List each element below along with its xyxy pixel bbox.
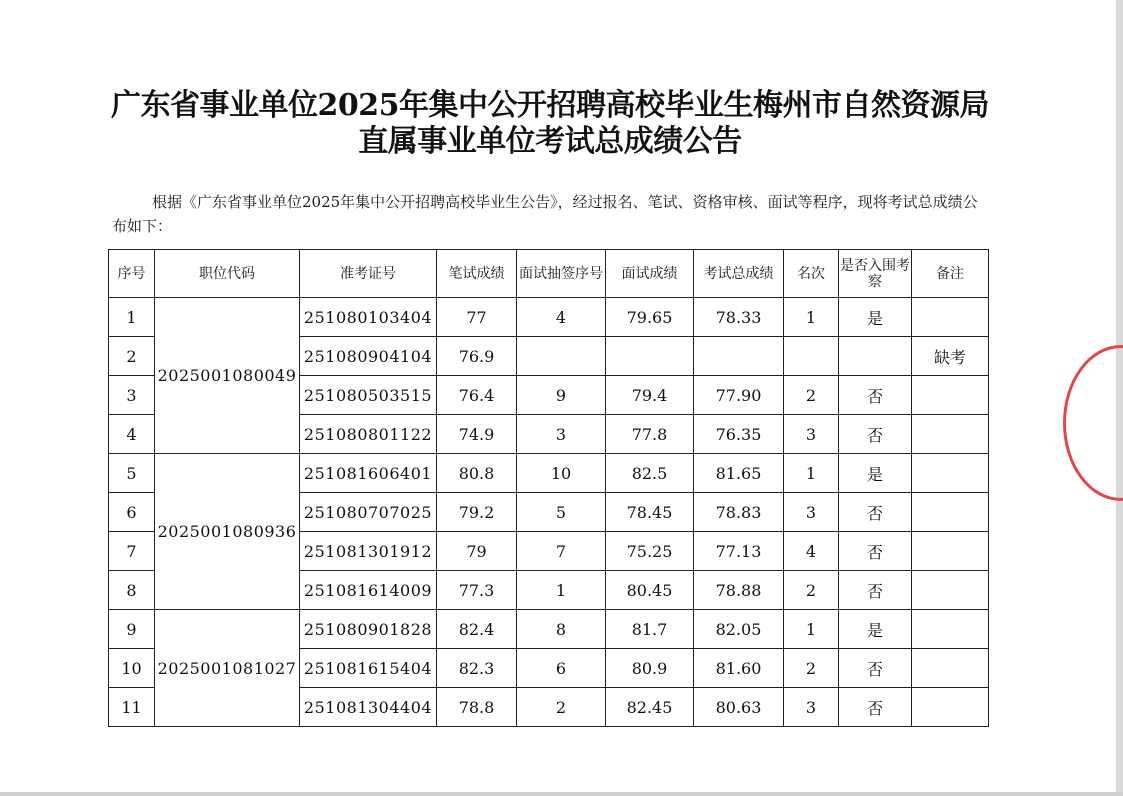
cell-draw: 6 xyxy=(517,649,606,688)
cell-draw: 10 xyxy=(517,454,606,493)
cell-no: 11 xyxy=(109,688,155,727)
cell-exam-id: 251081301912 xyxy=(300,532,437,571)
header-rank: 名次 xyxy=(784,250,839,298)
cell-exam-id: 251081615404 xyxy=(300,649,437,688)
cell-no: 10 xyxy=(109,649,155,688)
title-line-2: 直属事业单位考试总成绩公告 xyxy=(358,124,742,159)
cell-exam-id: 251080904104 xyxy=(300,337,437,376)
cell-written: 80.8 xyxy=(437,454,517,493)
cell-total: 78.88 xyxy=(694,571,784,610)
cell-written: 82.3 xyxy=(437,649,517,688)
table-row xyxy=(109,298,989,337)
cell-remark xyxy=(912,571,989,610)
cell-remark xyxy=(912,454,989,493)
score-table xyxy=(108,249,989,727)
table-header-row xyxy=(109,250,989,298)
cell-exam-id: 251081606401 xyxy=(300,454,437,493)
cell-written: 76.9 xyxy=(437,337,517,376)
cell-interview: 77.8 xyxy=(606,415,694,454)
cell-rank xyxy=(784,337,839,376)
cell-remark xyxy=(912,298,989,337)
header-no: 序号 xyxy=(109,250,155,298)
cell-written: 76.4 xyxy=(437,376,517,415)
cell-exam-id: 251081304404 xyxy=(300,688,437,727)
cell-position-code: 2025001080049 xyxy=(155,298,300,454)
cell-remark xyxy=(912,376,989,415)
cell-draw: 1 xyxy=(517,571,606,610)
cell-total: 77.90 xyxy=(694,376,784,415)
cell-remark xyxy=(912,532,989,571)
cell-shortlisted: 否 xyxy=(839,532,912,571)
cell-position-code: 2025001081027 xyxy=(155,610,300,727)
cell-written: 78.8 xyxy=(437,688,517,727)
cell-shortlisted xyxy=(839,337,912,376)
cell-total xyxy=(694,337,784,376)
cell-shortlisted: 否 xyxy=(839,571,912,610)
header-interview-score: 面试成绩 xyxy=(606,250,694,298)
cell-total: 76.35 xyxy=(694,415,784,454)
cell-remark xyxy=(912,493,989,532)
cell-no: 7 xyxy=(109,532,155,571)
cell-interview: 81.7 xyxy=(606,610,694,649)
header-total-score: 考试总成绩 xyxy=(694,250,784,298)
cell-interview: 82.5 xyxy=(606,454,694,493)
cell-shortlisted: 否 xyxy=(839,649,912,688)
cell-written: 79 xyxy=(437,532,517,571)
cell-interview: 80.45 xyxy=(606,571,694,610)
cell-rank: 3 xyxy=(784,493,839,532)
cell-no: 6 xyxy=(109,493,155,532)
cell-rank: 2 xyxy=(784,571,839,610)
cell-no: 1 xyxy=(109,298,155,337)
table-row xyxy=(109,454,989,493)
cell-rank: 1 xyxy=(784,298,839,337)
scan-edge-bottom xyxy=(0,792,1123,796)
cell-remark xyxy=(912,649,989,688)
cell-total: 78.33 xyxy=(694,298,784,337)
cell-draw xyxy=(517,337,606,376)
cell-rank: 4 xyxy=(784,532,839,571)
cell-exam-id: 251080707025 xyxy=(300,493,437,532)
cell-shortlisted: 否 xyxy=(839,415,912,454)
cell-no: 2 xyxy=(109,337,155,376)
cell-interview: 78.45 xyxy=(606,493,694,532)
table-row xyxy=(109,610,989,649)
cell-remark xyxy=(912,688,989,727)
header-written-score: 笔试成绩 xyxy=(437,250,517,298)
cell-rank: 1 xyxy=(784,454,839,493)
cell-shortlisted: 否 xyxy=(839,376,912,415)
header-position-code: 职位代码 xyxy=(155,250,300,298)
cell-no: 4 xyxy=(109,415,155,454)
cell-rank: 3 xyxy=(784,415,839,454)
intro-paragraph: 根据《广东省事业单位2025年集中公开招聘高校毕业生公告》，经过报名、笔试、资格审核、面试等程序，现将考试总成绩公布如下： xyxy=(112,193,978,235)
cell-exam-id: 251080901828 xyxy=(300,610,437,649)
cell-written: 74.9 xyxy=(437,415,517,454)
cell-rank: 2 xyxy=(784,649,839,688)
cell-exam-id: 251080801122 xyxy=(300,415,437,454)
cell-remark xyxy=(912,610,989,649)
cell-no: 3 xyxy=(109,376,155,415)
header-exam-id: 准考证号 xyxy=(300,250,437,298)
cell-interview: 75.25 xyxy=(606,532,694,571)
cell-total: 77.13 xyxy=(694,532,784,571)
header-draw-order: 面试抽签序号 xyxy=(517,250,606,298)
cell-exam-id: 251080103404 xyxy=(300,298,437,337)
cell-shortlisted: 否 xyxy=(839,493,912,532)
cell-written: 77 xyxy=(437,298,517,337)
cell-interview: 80.9 xyxy=(606,649,694,688)
cell-draw: 7 xyxy=(517,532,606,571)
cell-total: 81.60 xyxy=(694,649,784,688)
cell-rank: 2 xyxy=(784,376,839,415)
cell-rank: 1 xyxy=(784,610,839,649)
cell-written: 79.2 xyxy=(437,493,517,532)
cell-draw: 2 xyxy=(517,688,606,727)
cell-exam-id: 251080503515 xyxy=(300,376,437,415)
cell-exam-id: 251081614009 xyxy=(300,571,437,610)
cell-draw: 8 xyxy=(517,610,606,649)
cell-written: 77.3 xyxy=(437,571,517,610)
score-table-wrapper xyxy=(108,249,989,727)
cell-shortlisted: 是 xyxy=(839,298,912,337)
cell-shortlisted: 是 xyxy=(839,454,912,493)
cell-remark xyxy=(912,415,989,454)
cell-written: 82.4 xyxy=(437,610,517,649)
cell-total: 82.05 xyxy=(694,610,784,649)
header-shortlisted: 是否入围考察 xyxy=(839,250,912,298)
cell-total: 78.83 xyxy=(694,493,784,532)
cell-position-code: 2025001080936 xyxy=(155,454,300,610)
cell-rank: 3 xyxy=(784,688,839,727)
cell-draw: 5 xyxy=(517,493,606,532)
cell-interview: 79.65 xyxy=(606,298,694,337)
cell-no: 9 xyxy=(109,610,155,649)
cell-interview: 82.45 xyxy=(606,688,694,727)
cell-draw: 3 xyxy=(517,415,606,454)
header-remark: 备注 xyxy=(912,250,989,298)
cell-shortlisted: 否 xyxy=(839,688,912,727)
cell-no: 5 xyxy=(109,454,155,493)
cell-interview: 79.4 xyxy=(606,376,694,415)
cell-total: 81.65 xyxy=(694,454,784,493)
cell-interview xyxy=(606,337,694,376)
cell-total: 80.63 xyxy=(694,688,784,727)
cell-draw: 9 xyxy=(517,376,606,415)
cell-shortlisted: 是 xyxy=(839,610,912,649)
cell-no: 8 xyxy=(109,571,155,610)
title-line-1: 广东省事业单位2025年集中公开招聘高校毕业生梅州市自然资源局 xyxy=(111,88,989,123)
cell-remark: 缺考 xyxy=(912,337,989,376)
cell-draw: 4 xyxy=(517,298,606,337)
